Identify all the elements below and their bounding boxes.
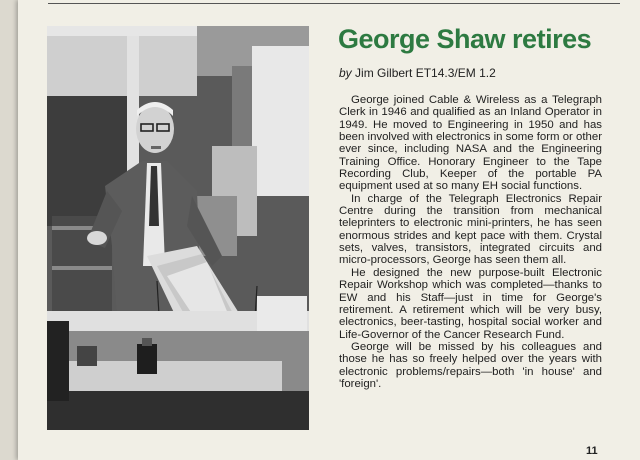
byline-by: by	[339, 66, 352, 80]
page-number: 11	[586, 445, 598, 457]
article-body	[339, 94, 602, 390]
byline-author: Jim Gilbert ET14.3/EM 1.2	[355, 66, 496, 80]
photo-george-shaw	[47, 26, 309, 430]
article-byline	[339, 66, 599, 80]
article-paragraph: George joined Cable & Wireless as a Telegraph Clerk in 1946 and qualified as an Inland Operator in 1949. He moved to Engineering in 1950 and has been involved with electronics in some form or other ever since, including NASA and the Engineering Training Office. Honorary Engineer to the Tape Recording Club, Keeper of the portable PA equipment used at so many EH social functions.	[339, 94, 602, 193]
top-rule	[48, 3, 620, 4]
magazine-page	[18, 0, 640, 460]
article-paragraph: George will be missed by his colleagues and those he has so freely helped over the years with electronic problems/repairs—both 'in house' and 'foreign'.	[339, 340, 602, 390]
article-paragraph: In charge of the Telegraph Electronics Repair Centre during the transition from mechanical teleprinters to electronic mini-printers, he has seen enormous strides and kept pace with them. Crystal sets, valves, transistors, integrated circuits and micro-processors, George has seen them all.	[339, 192, 602, 267]
article-paragraph: He designed the new purpose-built Electronic Repair Workshop which was completed—thanks to EW and his Staff—just in time for George's retirement. A retirement which will be very busy, electronics, beer-tasting, hospital social worker and Life-Governor of the Cancer Research Fund.	[339, 266, 602, 341]
article-headline: George Shaw retires	[338, 24, 592, 54]
workshop-photo-illustration	[47, 26, 309, 430]
